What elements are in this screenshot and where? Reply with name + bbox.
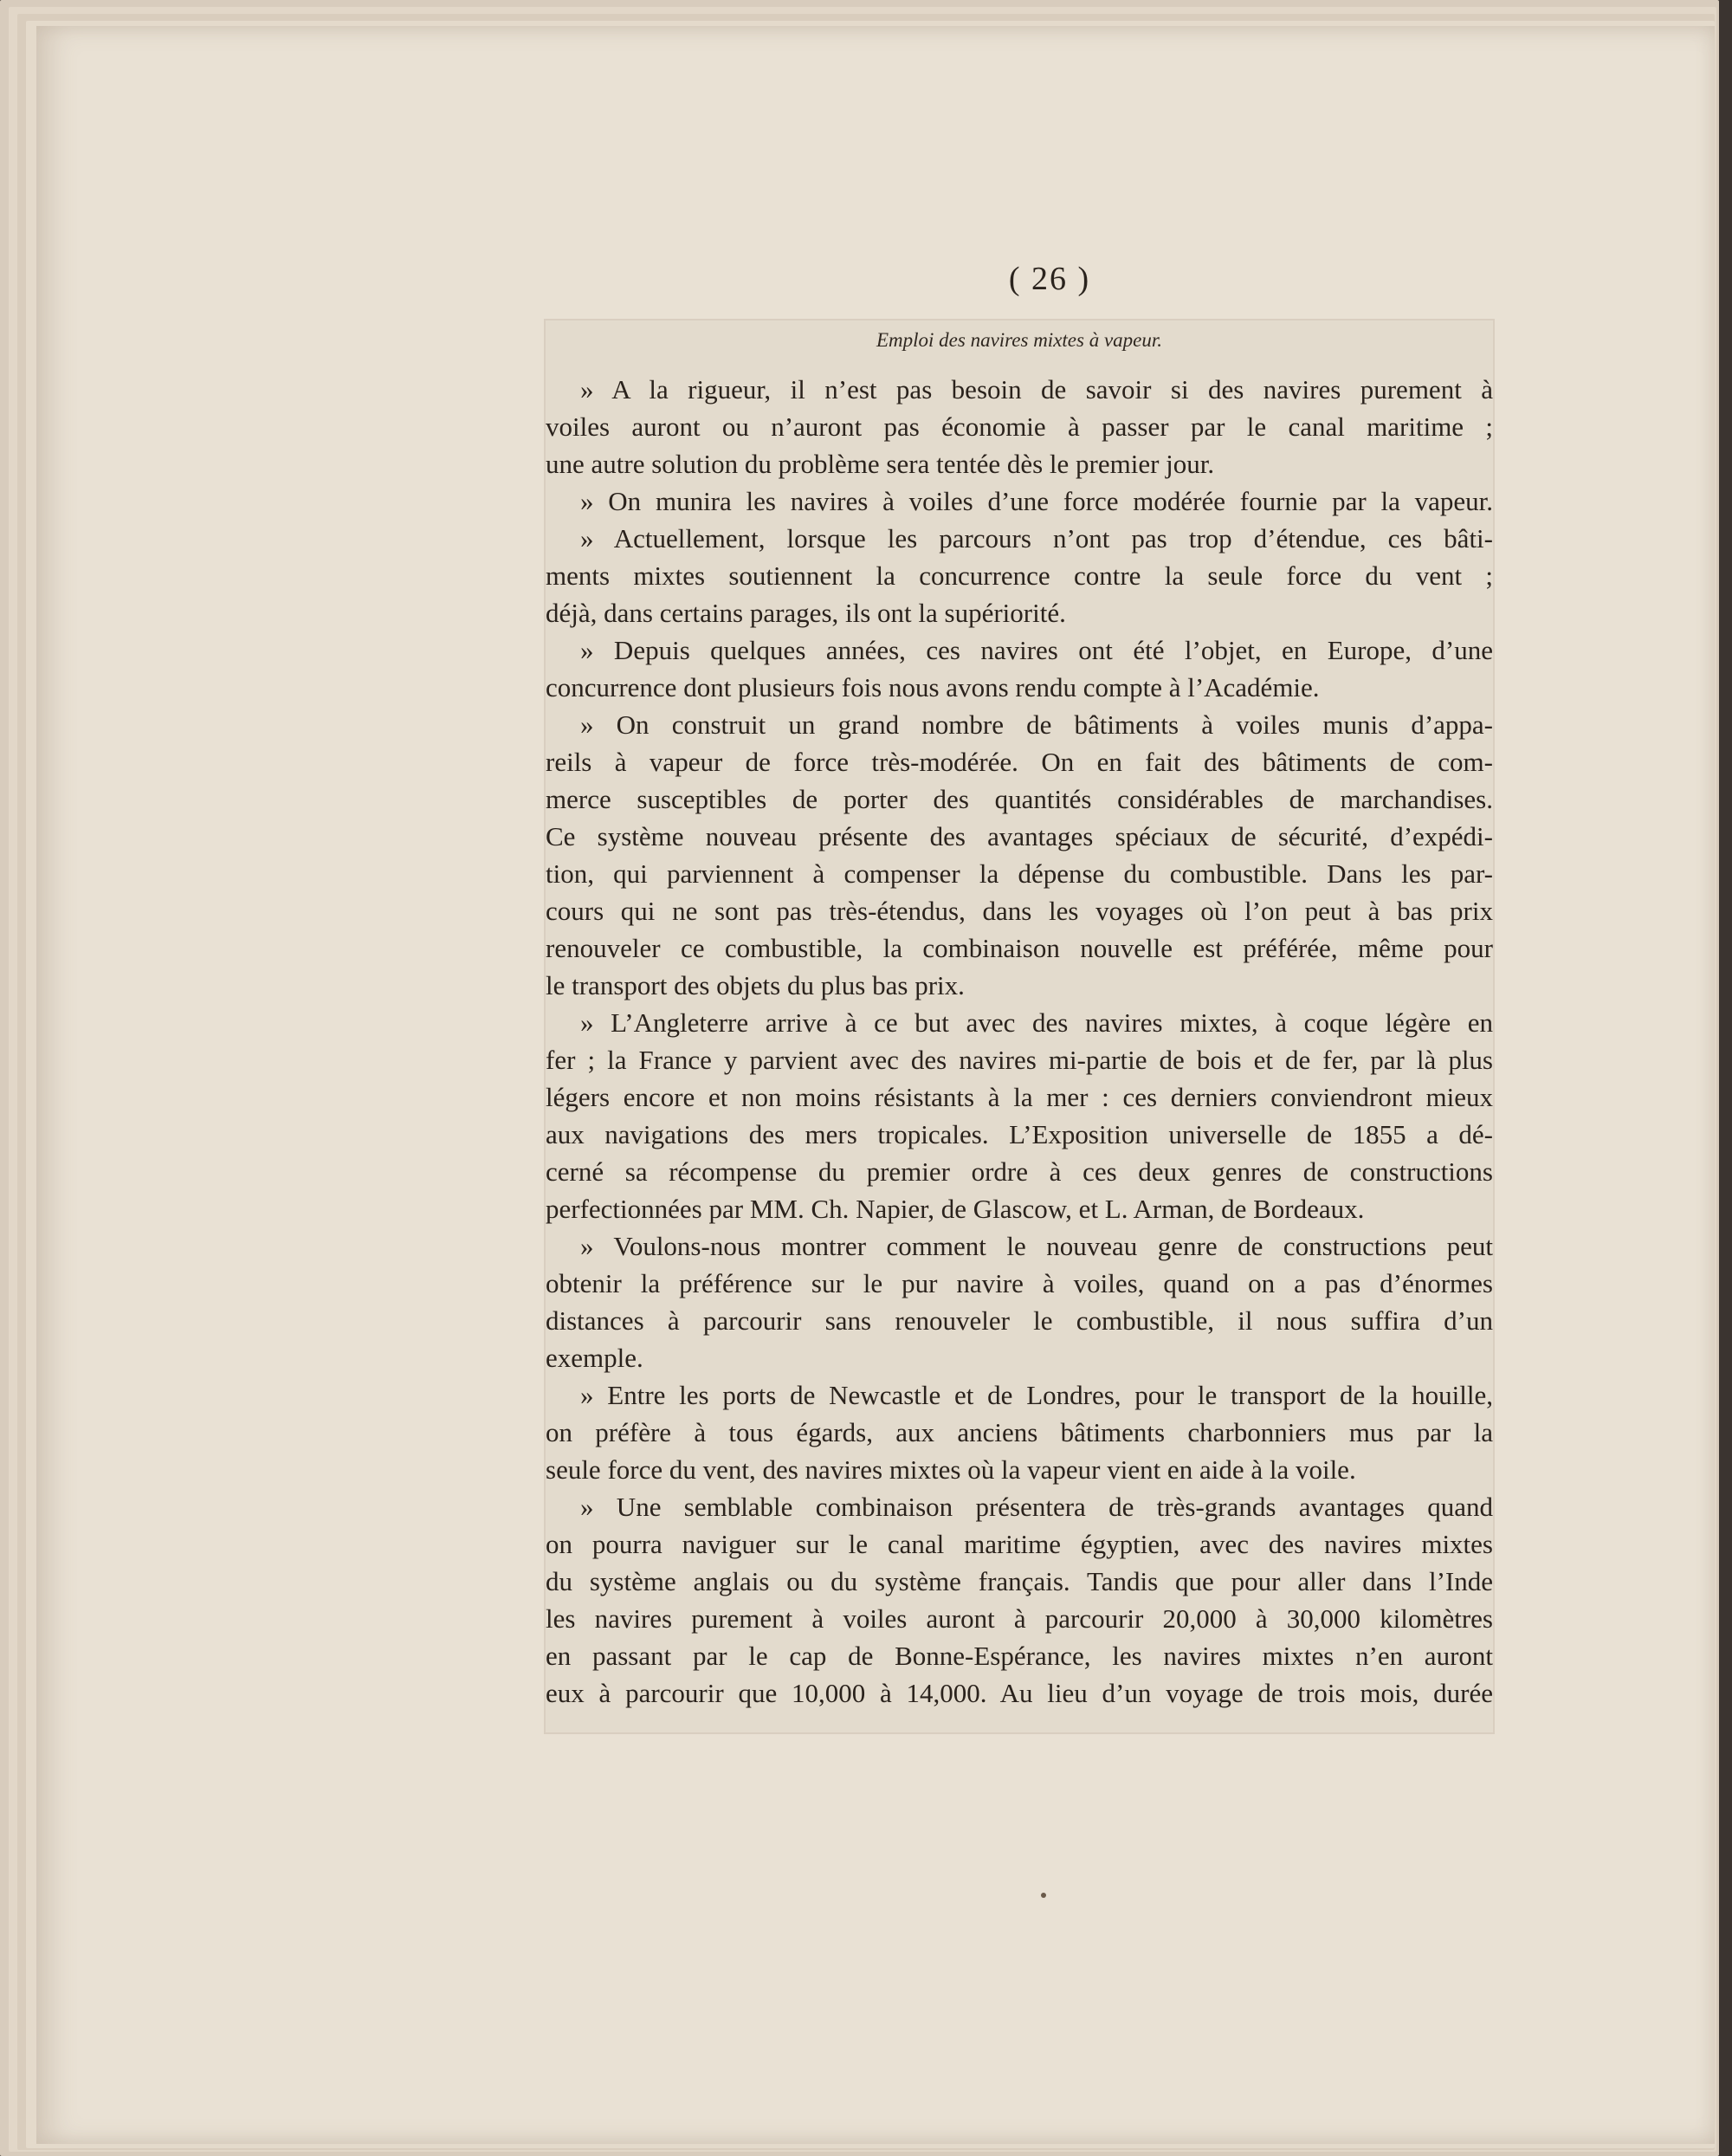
text-line: tion, qui parviennent à compenser la dépense du combustible. Dans les par- <box>546 858 1493 889</box>
running-head: Emploi des navires mixtes à vapeur. <box>876 329 1163 351</box>
paragraph <box>546 631 1493 706</box>
text-line: aux navigations des mers tropicales. L’Exposition universelle de 1855 a dé- <box>546 1119 1493 1149</box>
text-line: » L’Angleterre arrive à ce but avec des navires mixtes, à coque légère en <box>580 1007 1493 1038</box>
text-line: concurrence dont plusieurs fois nous avons rendu compte à l’Académie. <box>546 672 1320 702</box>
text-line: voiles auront ou n’auront pas économie à passer par le canal maritime ; <box>546 411 1493 442</box>
text-line: distances à parcourir sans renouveler le combustible, il nous suffira d’un <box>546 1305 1493 1336</box>
text-block <box>546 320 1493 1732</box>
text-line: merce susceptibles de porter des quantités considérables de marchandises. <box>546 784 1493 814</box>
text-line: ments mixtes soutiennent la concurrence contre la seule force du vent ; <box>546 560 1493 591</box>
text-line: les navires purement à voiles auront à parcourir 20,000 à 30,000 kilomètres <box>546 1603 1493 1634</box>
text-line: du système anglais ou du système français. Tandis que pour aller dans l’Inde <box>546 1566 1493 1596</box>
paragraph <box>546 482 1493 520</box>
paragraph <box>546 706 1493 1004</box>
text-line: » On construit un grand nombre de bâtiments à voiles munis d’appa- <box>580 709 1493 740</box>
text-line: » Voulons-nous montrer comment le nouveau genre de constructions peut <box>580 1231 1493 1261</box>
paragraph <box>546 1488 1493 1712</box>
paragraph <box>546 520 1493 631</box>
text-line: seule force du vent, des navires mixtes où la vapeur vient en aide à la voile. <box>546 1454 1356 1485</box>
text-line: renouveler ce combustible, la combinaison nouvelle est préférée, même pour <box>546 933 1493 963</box>
text-line: » Depuis quelques années, ces navires ont été l’objet, en Europe, d’une <box>580 635 1493 665</box>
text-line: légers encore et non moins résistants à la mer : ces derniers conviendront mieux <box>546 1082 1493 1112</box>
text-line: Ce système nouveau présente des avantages spéciaux de sécurité, d’expédi- <box>546 821 1493 851</box>
text-line: » Une semblable combinaison présentera de très-grands avantages quand <box>580 1492 1493 1522</box>
text-line: on préfère à tous égards, aux anciens bâtiments charbonniers mus par la <box>546 1417 1493 1447</box>
text-line: perfectionnées par MM. Ch. Napier, de Glascow, et L. Arman, de Bordeaux. <box>546 1194 1365 1224</box>
text-line: » On munira les navires à voiles d’une force modérée fournie par la vapeur. <box>580 486 1493 516</box>
text-line: cours qui ne sont pas très-étendus, dans les voyages où l’on peut à bas prix <box>546 896 1493 926</box>
text-line: eux à parcourir que 10,000 à 14,000. Au lieu d’un voyage de trois mois, durée <box>546 1678 1493 1708</box>
text-line: » Actuellement, lorsque les parcours n’ont pas trop d’étendue, ces bâti- <box>580 523 1493 554</box>
text-line: fer ; la France y parvient avec des navires mi-partie de bois et de fer, par là plus <box>546 1045 1493 1075</box>
paper-speck <box>1041 1893 1046 1898</box>
text-line: obtenir la préférence sur le pur navire à voiles, quand on a pas d’énormes <box>546 1268 1493 1298</box>
text-line: reils à vapeur de force très-modérée. On en fait des bâtiments de com- <box>546 747 1493 777</box>
text-line: une autre solution du problème sera tentée dès le premier jour. <box>546 449 1215 479</box>
page-number: ( 26 ) <box>1008 261 1091 297</box>
paragraph <box>546 1004 1493 1227</box>
text-line: cerné sa récompense du premier ordre à ces deux genres de constructions <box>546 1156 1493 1187</box>
text-line: déjà, dans certains parages, ils ont la supériorité. <box>546 598 1066 628</box>
paragraph <box>546 1376 1493 1488</box>
text-line: en passant par le cap de Bonne-Espérance, les navires mixtes n’en auront <box>546 1641 1493 1671</box>
text-line: exemple. <box>546 1343 643 1373</box>
paragraph <box>546 371 1493 482</box>
text-line: » Entre les ports de Newcastle et de Londres, pour le transport de la houille, <box>580 1380 1493 1410</box>
text-line: » A la rigueur, il n’est pas besoin de savoir si des navires purement à <box>580 374 1493 405</box>
text-line: le transport des objets du plus bas prix. <box>546 970 965 1000</box>
paragraph <box>546 1227 1493 1376</box>
text-line: on pourra naviguer sur le canal maritime égyptien, avec des navires mixtes <box>546 1529 1493 1559</box>
book-page <box>36 26 1715 2144</box>
